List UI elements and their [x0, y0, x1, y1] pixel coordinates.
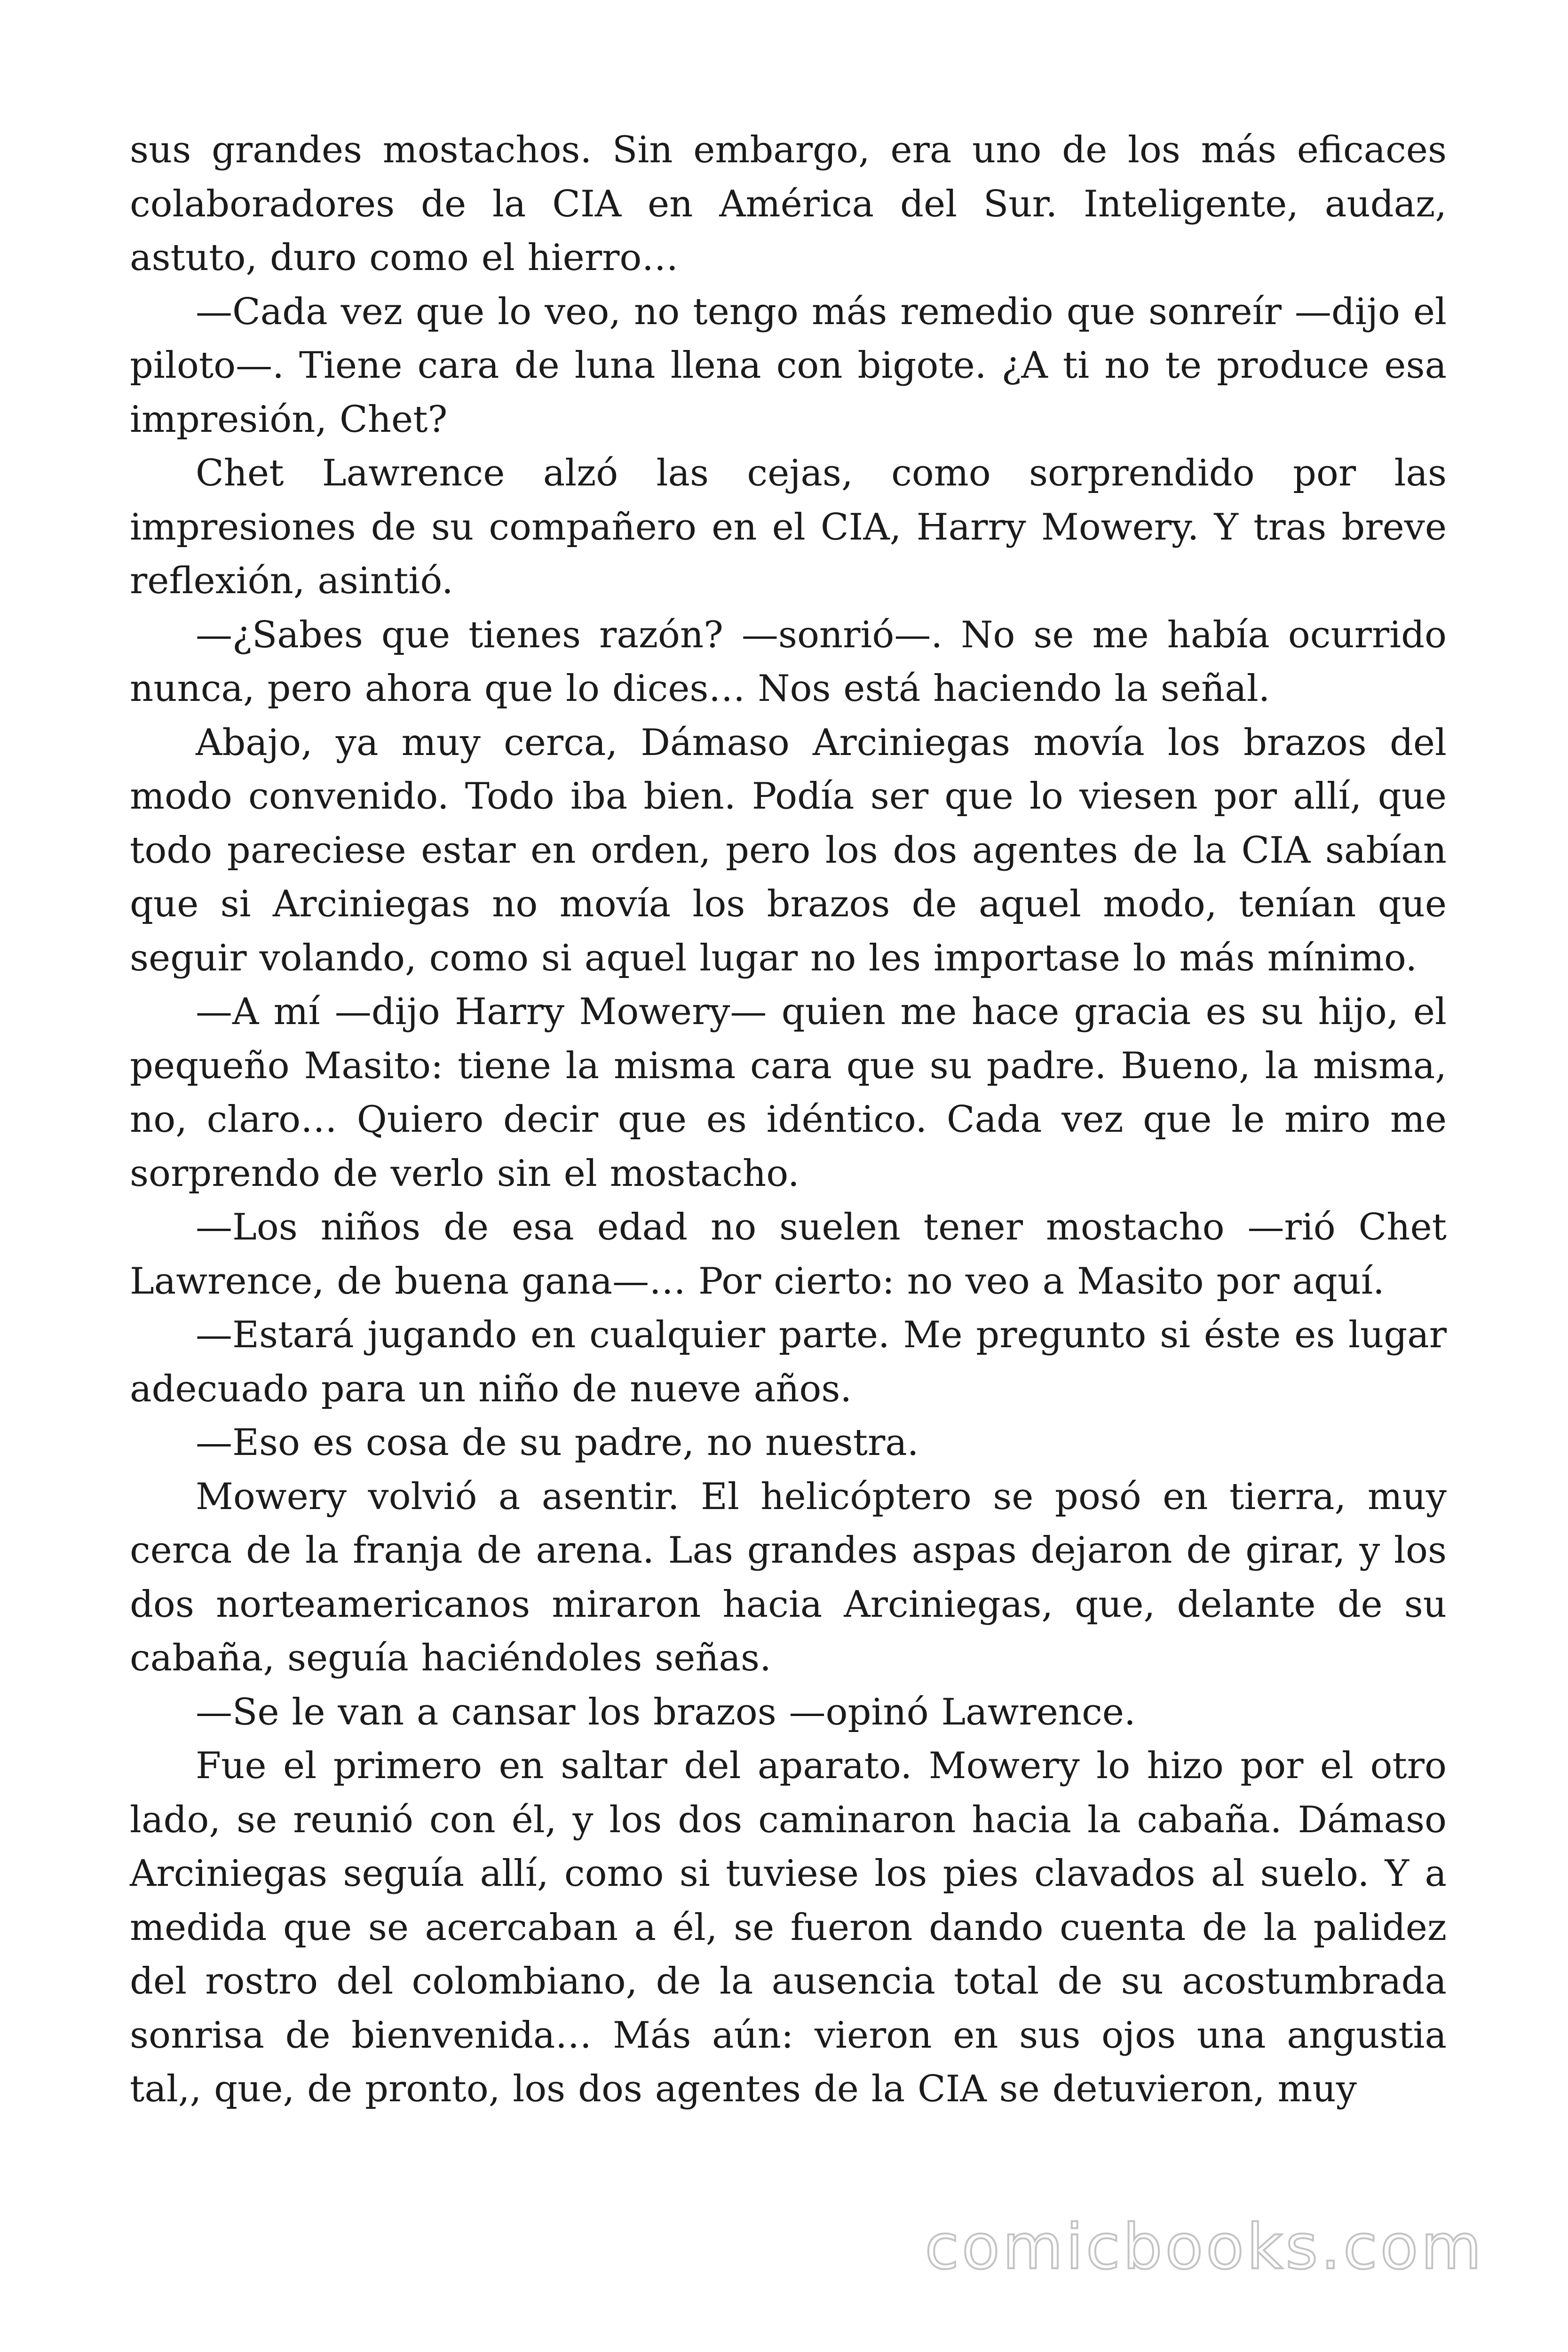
- paragraph-approach-cabin: Fue el primero en saltar del aparato. Mowery lo hizo por el otro lado, se reunió con él, y los dos caminaron hacia la cabaña. Dámaso Arciniegas seguía allí, como si tuviese los pies clavados al suelo. Y a medida que se acercaban a él, se fueron dando cuenta de la palidez del rostro del colombiano, de la ausencia total de su acostumbrada sonrisa de bienvenida… Más aún: vieron en sus ojos una angustia tal,, que, de pronto, los dos agentes de la CIA se detuvieron, muy: [130, 1745, 1447, 2110]
- paragraph-chet-laughs: —Los niños de esa edad no suelen tener mostacho —rió Chet Lawrence, de buena gana—… Por cierto: no veo a Masito por aquí.: [130, 1206, 1447, 1303]
- paragraph-landing: Mowery volvió a asentir. El helicóptero se posó en tierra, muy cerca de la franja de arena. Las grandes aspas dejaron de girar, y los dos norteamericanos miraron hacia Arciniegas, que, delante de su cabaña, seguía haciéndoles señas.: [130, 1475, 1447, 1679]
- paragraph-pilot-dialogue: —Cada vez que lo veo, no tengo más remedio que sonreír —dijo el piloto—. Tiene cara de luna llena con bigote. ¿A ti no te produce esa impresión, Chet?: [130, 290, 1447, 441]
- page-body: [130, 123, 1447, 2116]
- paragraph-fathers-business: —Eso es cosa de su padre, no nuestra.: [196, 1422, 919, 1464]
- paragraph-tired-arms: —Se le van a cansar los brazos —opinó Lawrence.: [196, 1691, 1136, 1733]
- paragraph-continuation: sus grandes mostachos. Sin embargo, era uno de los más eficaces colaboradores de la CIA en América del Sur. Inteligente, audaz, astuto, duro como el hierro…: [130, 129, 1447, 279]
- paragraph-chet-reflection: Chet Lawrence alzó las cejas, como sorprendido por las impresiones de su compañero en el CIA, Harry Mowery. Y tras breve reflexión, asintió.: [130, 452, 1447, 602]
- paragraph-mowery-masito: —A mí —dijo Harry Mowery— quien me hace gracia es su hijo, el pequeño Masito: tiene la misma cara que su padre. Bueno, la misma, no, claro… Quiero decir que es idéntico. Cada vez que le miro me sorprendo de verlo sin el mostacho.: [130, 991, 1447, 1195]
- paragraph-arciniegas-signal: Abajo, ya muy cerca, Dámaso Arciniegas movía los brazos del modo convenido. Todo iba bien. Podía ser que lo viesen por allí, que todo pareciese estar en orden, pero los dos agentes de la CIA sabían que si Arciniegas no movía los brazos de aquel modo, tenían que seguir volando, como si aquel lugar no les importase lo más mínimo.: [130, 721, 1447, 979]
- watermark-logo: comicbooks.com: [925, 2211, 1484, 2283]
- paragraph-playing: —Estará jugando en cualquier parte. Me pregunto si éste es lugar adecuado para un niño de nueve años.: [130, 1314, 1447, 1410]
- paragraph-chet-reply: —¿Sabes que tienes razón? —sonrió—. No se me había ocurrido nunca, pero ahora que lo dices… Nos está haciendo la señal.: [130, 613, 1447, 710]
